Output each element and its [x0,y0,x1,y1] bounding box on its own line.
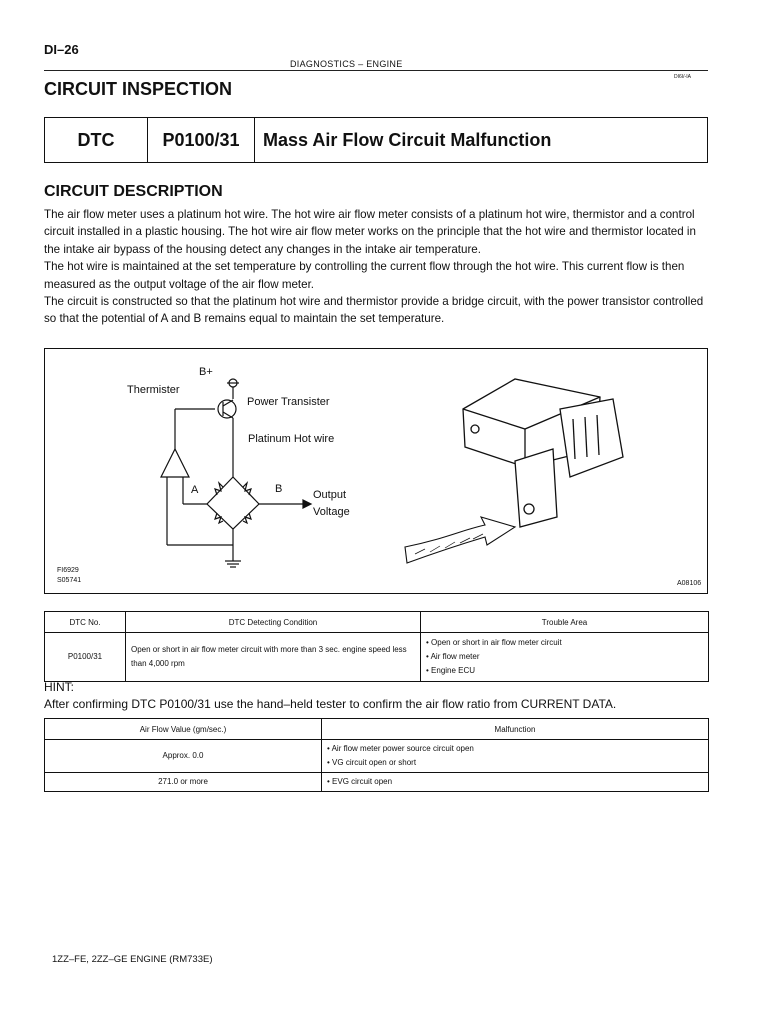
circuit-description-title: CIRCUIT DESCRIPTION [44,183,223,200]
table-header: Trouble Area [421,612,709,633]
dtc-name: Mass Air Flow Circuit Malfunction [263,129,552,150]
list-item: • Engine ECU [426,664,703,678]
malfunction-cell [322,773,709,792]
diagram-label-platinum-hot-wire: Platinum Hot wire [248,433,335,445]
dtc-title-box [44,117,708,163]
dtc-detection-table [44,611,709,682]
malfunction-cell [322,740,709,773]
table-row [45,773,709,792]
diagram-label-thermister: Thermister [127,384,180,396]
air-flow-value-cell: 271.0 or more [45,773,322,792]
table-row [45,633,709,682]
list-item: • EVG circuit open [327,775,703,789]
reference-code: DI6I/-IA [674,74,691,80]
header-rule [44,70,708,71]
air-flow-table [44,718,709,792]
air-flow-value-cell: Approx. 0.0 [45,740,322,773]
diagram-label-a: A [191,484,199,496]
diagram-label-output: Output [313,489,347,501]
description-paragraph: The circuit is constructed so that the platinum hot wire and thermistor provide a bridge circuit, with the power transistor controlled so that the potential of A and B remains equal to maintain the set temperature. [44,295,704,326]
dtc-code: P0100/31 [148,118,255,162]
list-item: • Air flow meter power source circuit open [327,742,703,756]
dtc-label: DTC [45,118,148,162]
circuit-description-text [44,206,710,328]
running-header: DIAGNOSTICS – ENGINE [290,59,403,69]
hint-text: After confirming DTC P0100/31 use the hand–held tester to confirm the air flow ratio from CURRENT DATA. [44,697,617,711]
diagram-label-power-transister: Power Transister [247,396,330,408]
list-item: • Open or short in air flow meter circuit [426,636,703,650]
list-item: • Air flow meter [426,650,703,664]
circuit-diagram-figure [44,348,708,594]
table-header: Malfunction [322,719,709,740]
figure-code: FI6929 [57,567,79,574]
dtc-number-cell: P0100/31 [45,633,126,682]
detecting-condition-cell: Open or short in air flow meter circuit with more than 3 sec. engine speed less than 4,000 rpm [126,633,421,682]
table-header: Air Flow Value (gm/sec.) [45,719,322,740]
section-title: CIRCUIT INSPECTION [44,79,233,99]
figure-code: A08106 [677,580,702,587]
page-footer: 1ZZ–FE, 2ZZ–GE ENGINE (RM733E) [52,954,213,965]
trouble-area-cell [421,633,709,682]
description-paragraph: The hot wire is maintained at the set temperature by controlling the current flow through the hot wire. This current flow is then measured as the output voltage of the air flow meter. [44,260,685,291]
table-header: DTC No. [45,612,126,633]
table-row [45,740,709,773]
page-id: DI–26 [44,42,79,57]
table-header: DTC Detecting Condition [126,612,421,633]
hint-label: HINT: [44,680,74,694]
diagram-label-bplus: B+ [199,366,213,378]
diagram-label-voltage: Voltage [313,506,350,518]
list-item: • VG circuit open or short [327,756,703,770]
diagram-label-b: B [275,483,283,495]
description-paragraph: The air flow meter uses a platinum hot wire. The hot wire air flow meter consists of a platinum hot wire, thermistor and a control circuit installed in a plastic housing. The hot wire air flow meter works on the principle that the hot wire and thermistor located in the intake air bypass of the housing detect any changes in the intake air temperature. [44,208,696,256]
figure-code: S05741 [57,577,82,584]
